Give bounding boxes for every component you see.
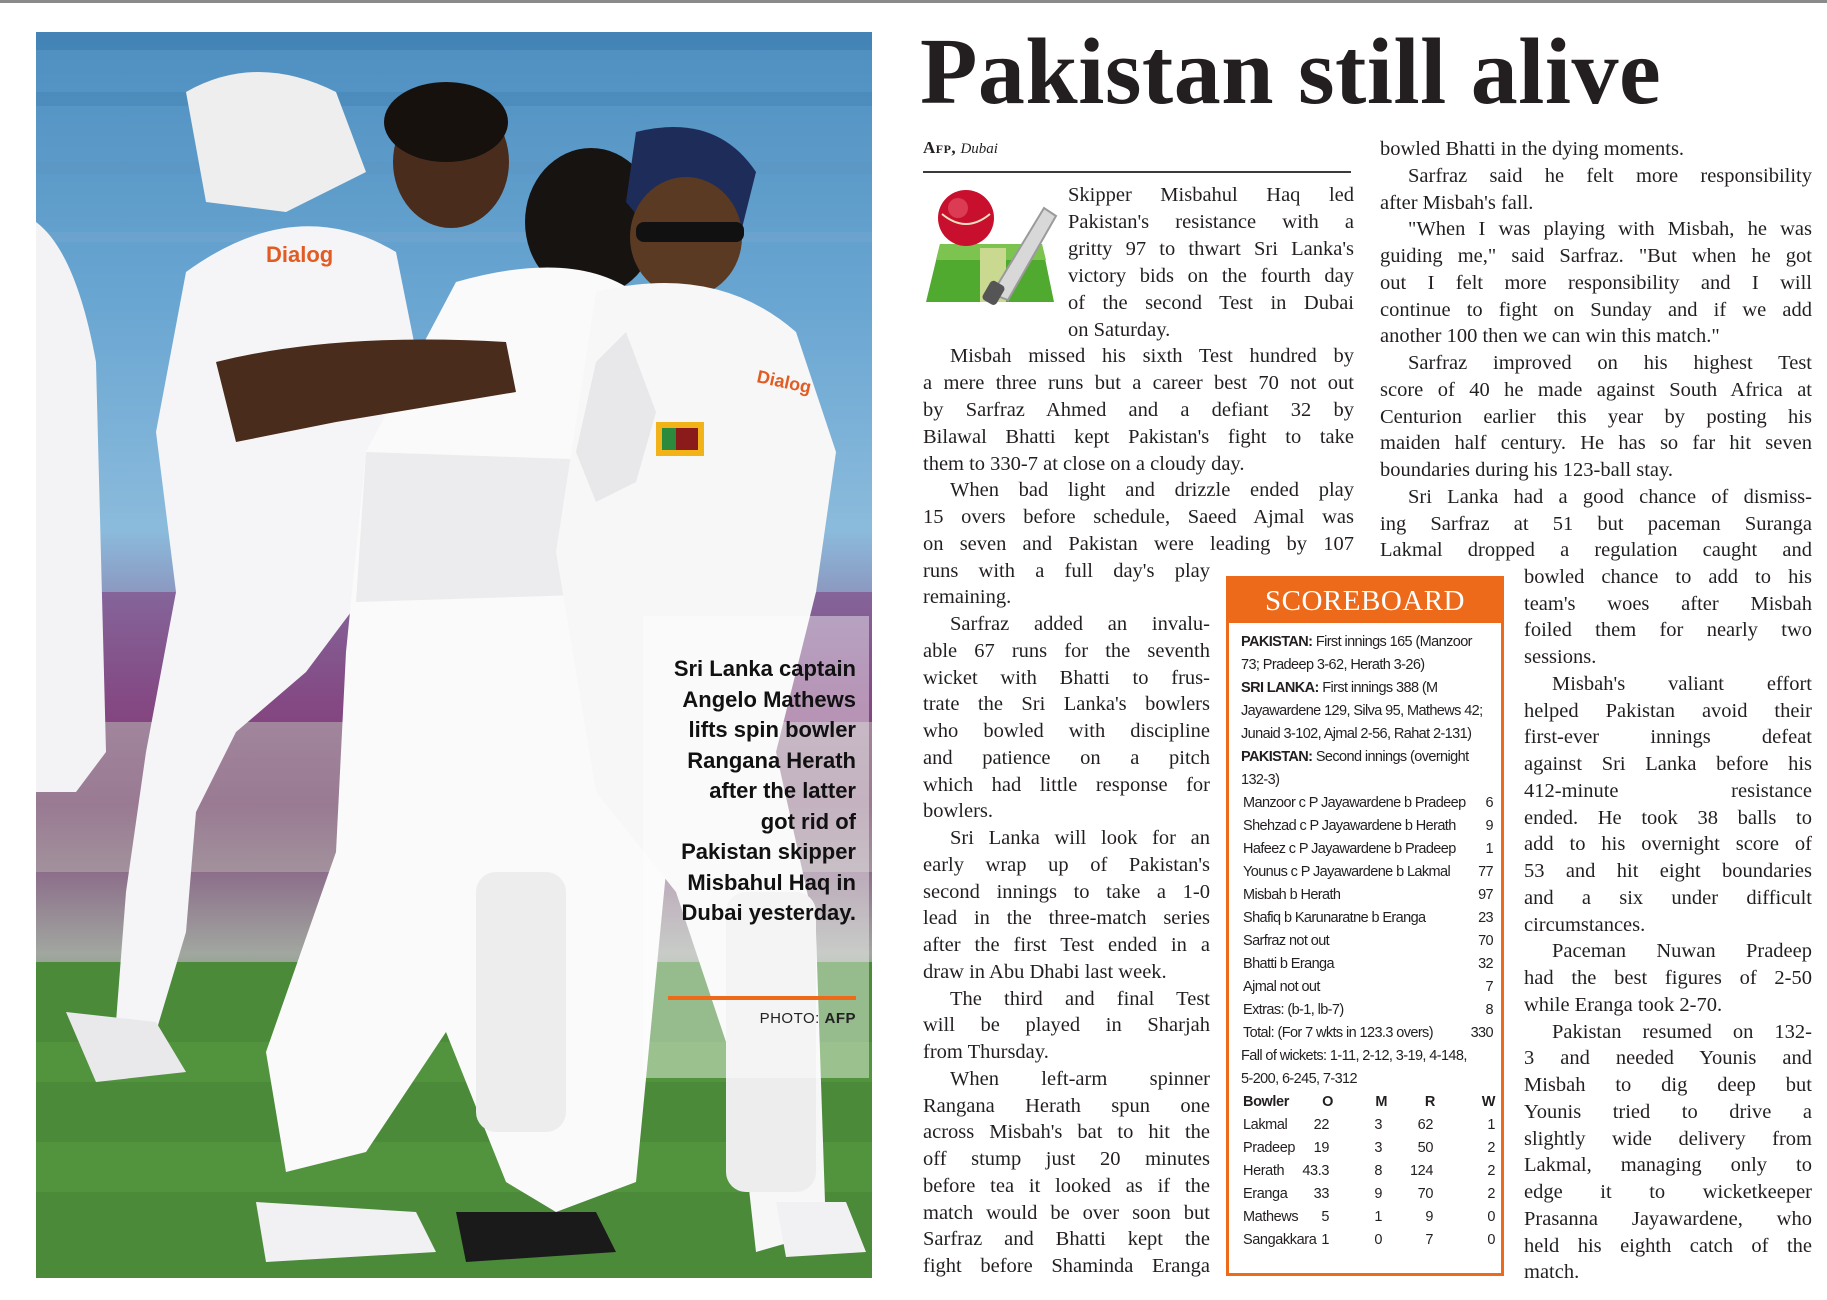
body-line: Prasanna Jayawardene, who xyxy=(1524,1208,1812,1230)
bowler: Eranga xyxy=(1243,1186,1288,1202)
innings-text: 73; Pradeep 3-62, Herath 3-26) xyxy=(1241,657,1425,673)
caption-line: Dubai yesterday. xyxy=(681,900,856,925)
team-label: PAKISTAN: xyxy=(1241,749,1313,765)
byline-agency: Afp, xyxy=(923,138,957,157)
batting-row xyxy=(1243,815,1493,838)
batting-row xyxy=(1243,884,1493,907)
maidens: 3 xyxy=(1374,1140,1382,1156)
col-header: O xyxy=(1322,1094,1333,1110)
runs: 7 xyxy=(1485,979,1493,995)
wickets: 0 xyxy=(1487,1232,1495,1248)
scoreboard-box xyxy=(1226,576,1504,1276)
runs: 32 xyxy=(1478,956,1493,972)
caption-line: Misbahul Haq in xyxy=(687,869,856,895)
total-runs: 330 xyxy=(1470,1025,1493,1041)
wickets: 2 xyxy=(1487,1163,1495,1179)
runs: 23 xyxy=(1478,910,1493,926)
innings-text: 132-3) xyxy=(1241,772,1280,788)
extras-runs: 8 xyxy=(1485,1002,1493,1018)
body-line: early wrap up of Pakistan's xyxy=(923,854,1210,876)
col-header: W xyxy=(1481,1094,1495,1110)
batsman: Shehzad c P Jayawardene b Herath xyxy=(1243,818,1456,834)
body-line: Bilawal Bhatti kept Pakistan's fight to take xyxy=(923,426,1354,448)
bowling-row xyxy=(1243,1160,1495,1183)
innings-text: First innings 165 (Manzoor xyxy=(1315,634,1472,650)
bowling-row xyxy=(1243,1229,1495,1252)
cricket-ball-bat-icon xyxy=(922,184,1064,308)
overs: 5 xyxy=(1321,1209,1329,1225)
body-line: Younis tried to drive a xyxy=(1524,1101,1812,1123)
bowling-row xyxy=(1243,1206,1495,1229)
body-line: edge it to wicketkeeper xyxy=(1524,1181,1812,1203)
col-header: R xyxy=(1424,1094,1435,1110)
batting-row xyxy=(1243,976,1493,999)
body-line: boundaries during his 123-ball stay. xyxy=(1380,459,1674,481)
extras-label: Extras: (b-1, lb-7) xyxy=(1243,1002,1344,1018)
maidens: 8 xyxy=(1374,1163,1382,1179)
body-line: gritty 97 to thwart Sri Lanka's xyxy=(1068,238,1354,260)
body-line: victory bids on the fourth day xyxy=(1068,265,1354,287)
body-line: second innings to take a 1-0 xyxy=(923,881,1210,903)
caption-line: got rid of xyxy=(760,808,856,834)
body-line: Sri Lanka will look for an xyxy=(950,827,1210,849)
body-line: score of 40 he made against South Africa at xyxy=(1380,379,1812,401)
body-line: off stump just 20 minutes xyxy=(923,1148,1210,1170)
maidens: 0 xyxy=(1374,1232,1382,1248)
body-line: trate the Sri Lanka's bowlers xyxy=(923,693,1210,715)
body-line: before tea it looked as if the xyxy=(923,1175,1210,1197)
batting-row xyxy=(1243,792,1493,815)
total-row xyxy=(1243,1022,1493,1045)
runs: 70 xyxy=(1478,933,1493,949)
caption-line: lifts spin bowler xyxy=(688,717,856,742)
overs: 43.3 xyxy=(1302,1163,1329,1179)
team-label: SRI LANKA: xyxy=(1241,680,1319,696)
batting-row xyxy=(1243,930,1493,953)
body-line: and patience on a pitch xyxy=(923,747,1210,769)
bowler: Mathews xyxy=(1243,1209,1299,1225)
batsman: Hafeez c P Jayawardene b Pradeep xyxy=(1243,841,1456,857)
body-line: match would be over soon but xyxy=(923,1202,1210,1224)
body-line: runs with a full day's play xyxy=(923,560,1210,582)
batsman: Shafiq b Karunaratne b Eranga xyxy=(1243,910,1426,926)
body-line: The third and final Test xyxy=(950,988,1210,1010)
body-line: continue to fight on Sunday and if we add xyxy=(1380,299,1812,321)
body-line: circumstances. xyxy=(1524,914,1646,936)
bowling-row xyxy=(1243,1114,1495,1137)
body-line: maiden half century. He has so far hit seven xyxy=(1380,432,1812,454)
byline-rule xyxy=(923,171,1351,173)
news-photo xyxy=(36,32,872,1278)
body-line: Pakistan resumed on 132- xyxy=(1552,1021,1812,1043)
runs: 77 xyxy=(1478,864,1493,880)
runs-conceded: 50 xyxy=(1417,1140,1433,1156)
bowler: Herath xyxy=(1243,1163,1285,1179)
headline: Pakistan still alive xyxy=(920,20,1662,124)
body-line: out I felt more responsibility and I will xyxy=(1380,272,1812,294)
body-line: Sarfraz said he felt more responsibility xyxy=(1408,165,1812,187)
body-line: When left-arm spinner xyxy=(950,1068,1210,1090)
body-line: on Saturday. xyxy=(1068,319,1171,341)
batsman: Misbah b Herath xyxy=(1243,887,1341,903)
svg-text:Dialog: Dialog xyxy=(755,366,814,398)
overs: 19 xyxy=(1313,1140,1329,1156)
body-line: Misbah's valiant effort xyxy=(1552,673,1812,695)
bowler: Sangakkara xyxy=(1243,1232,1317,1248)
batting-row xyxy=(1243,861,1493,884)
body-line: on seven and Pakistan were leading by 107 xyxy=(923,533,1354,555)
runs-conceded: 70 xyxy=(1417,1186,1433,1202)
body-line: them to 330-7 at close on a cloudy day. xyxy=(923,453,1245,475)
overs: 1 xyxy=(1321,1232,1329,1248)
bowling-header-row xyxy=(1243,1091,1495,1114)
innings-text: Second innings (overnight xyxy=(1315,749,1469,765)
body-line: after Misbah's fall. xyxy=(1380,192,1534,214)
wickets: 1 xyxy=(1487,1117,1495,1133)
body-line: against Sri Lanka before his xyxy=(1524,753,1812,775)
fall-of-wickets: Fall of wickets: 1-11, 2-12, 3-19, 4-148, xyxy=(1241,1048,1467,1064)
body-line: Pakistan's resistance with a xyxy=(1068,211,1354,233)
scoreboard-pak-second-innings xyxy=(1241,746,1469,769)
body-line: foiled them for nearly two xyxy=(1524,619,1812,641)
batting-row xyxy=(1243,838,1493,861)
dialog-logo: Dialog xyxy=(266,242,334,267)
byline xyxy=(923,138,998,158)
body-line: will be played in Sharjah xyxy=(923,1014,1210,1036)
batting-row xyxy=(1243,953,1493,976)
body-line: 53 and hit eight boundaries xyxy=(1524,860,1812,882)
body-line: Skipper Misbahul Haq led xyxy=(1068,184,1354,206)
runs: 97 xyxy=(1478,887,1493,903)
body-line: which had little response for xyxy=(923,774,1210,796)
body-line: by Sarfraz Ahmed and a defiant 32 by xyxy=(923,399,1354,421)
body-line: 15 overs before schedule, Saeed Ajmal was xyxy=(923,506,1354,528)
photo-credit xyxy=(656,1010,856,1027)
runs-conceded: 9 xyxy=(1425,1209,1433,1225)
body-line: Centurion earlier this year by posting his xyxy=(1380,406,1812,428)
scoreboard-pak-first-innings xyxy=(1241,631,1472,654)
col-header: Bowler xyxy=(1243,1094,1289,1110)
body-line: ing Sarfraz at 51 but paceman Suranga xyxy=(1380,513,1812,535)
bowler: Lakmal xyxy=(1243,1117,1288,1133)
body-line: Sarfraz improved on his highest Test xyxy=(1408,352,1812,374)
caption-line: Sri Lanka captain xyxy=(673,656,856,681)
body-line: lead in the three-match series xyxy=(923,907,1210,929)
caption-line: Pakistan skipper xyxy=(681,839,856,864)
body-line: Sarfraz added an invalu- xyxy=(950,613,1210,635)
team-label: PAKISTAN: xyxy=(1241,634,1313,650)
runs: 6 xyxy=(1485,795,1493,811)
body-line: "When I was playing with Misbah, he was xyxy=(1408,218,1812,240)
wickets: 0 xyxy=(1487,1209,1495,1225)
body-line: after the first Test ended in a xyxy=(923,934,1210,956)
runs-conceded: 62 xyxy=(1417,1117,1433,1133)
bowler: Pradeep xyxy=(1243,1140,1296,1156)
col-header: M xyxy=(1375,1094,1387,1110)
body-line: Sri Lanka had a good chance of dismiss- xyxy=(1408,486,1812,508)
maidens: 3 xyxy=(1374,1117,1382,1133)
body-line: had the best figures of 2-50 xyxy=(1524,967,1812,989)
body-line: remaining. xyxy=(923,586,1012,608)
body-line: match. xyxy=(1524,1261,1580,1283)
body-line: wicket with Bhatti to frus- xyxy=(923,667,1210,689)
innings-text: First innings 388 (M xyxy=(1322,680,1438,696)
batsman: Ajmal not out xyxy=(1243,979,1320,995)
body-line: team's woes after Misbah xyxy=(1524,593,1812,615)
bowling-row xyxy=(1243,1137,1495,1160)
body-line: 412-minute resistance xyxy=(1524,780,1812,802)
body-line: held his eighth catch of the xyxy=(1524,1235,1812,1257)
innings-text: Jayawardene 129, Silva 95, Mathews 42; xyxy=(1241,703,1483,719)
top-rule xyxy=(0,0,1827,3)
scoreboard-title: SCOREBOARD xyxy=(1229,579,1501,623)
runs-conceded: 7 xyxy=(1425,1232,1433,1248)
wickets: 2 xyxy=(1487,1140,1495,1156)
batsman: Younus c P Jayawardene b Lakmal xyxy=(1243,864,1451,880)
body-line: Rangana Herath spun one xyxy=(923,1095,1210,1117)
body-line: able 67 runs for the seventh xyxy=(923,640,1210,662)
body-line: and a six under difficult xyxy=(1524,887,1812,909)
maidens: 9 xyxy=(1374,1186,1382,1202)
runs: 1 xyxy=(1485,841,1493,857)
body-line: Lakmal, managing only to xyxy=(1524,1154,1812,1176)
caption-line: Angelo Mathews xyxy=(682,686,856,712)
photo-credit-source: AFP xyxy=(824,1010,856,1027)
body-line: Misbah to dig deep but xyxy=(1524,1074,1812,1096)
body-line: guiding me," said Sarfraz. "But when he got xyxy=(1380,245,1812,267)
bowling-row xyxy=(1243,1183,1495,1206)
scoreboard-sl-first-innings xyxy=(1241,677,1438,700)
batting-row xyxy=(1243,907,1493,930)
maidens: 1 xyxy=(1374,1209,1382,1225)
batsman: Bhatti b Eranga xyxy=(1243,956,1334,972)
fall-of-wickets: 5-200, 6-245, 7-312 xyxy=(1241,1071,1357,1087)
runs-conceded: 124 xyxy=(1410,1163,1433,1179)
body-line: ended. He took 38 balls to xyxy=(1524,807,1812,829)
body-line: a mere three runs but a career best 70 not out xyxy=(923,372,1354,394)
extras-row xyxy=(1243,999,1493,1022)
body-line: 3 and needed Younis and xyxy=(1524,1047,1812,1069)
caption-line: after the latter xyxy=(709,778,856,803)
batsman: Sarfraz not out xyxy=(1243,933,1330,949)
batsman: Manzoor c P Jayawardene b Pradeep xyxy=(1243,795,1466,811)
body-line: who bowled with discipline xyxy=(923,720,1210,742)
body-line: add to his overnight score of xyxy=(1524,833,1812,855)
runs: 9 xyxy=(1485,818,1493,834)
body-line: bowled chance to add to his xyxy=(1524,566,1812,588)
wickets: 2 xyxy=(1487,1186,1495,1202)
photo-caption xyxy=(648,654,856,929)
body-line: Paceman Nuwan Pradeep xyxy=(1552,940,1812,962)
innings-text: Junaid 3-102, Ajmal 2-56, Rahat 2-131) xyxy=(1241,726,1472,742)
body-line: of the second Test in Dubai xyxy=(1068,292,1354,314)
body-line: Sarfraz and Bhatti kept the xyxy=(923,1228,1210,1250)
body-line: slightly wide delivery from xyxy=(1524,1128,1812,1150)
body-line: sessions. xyxy=(1524,646,1597,668)
body-line: Misbah missed his sixth Test hundred by xyxy=(950,345,1354,367)
body-line: helped Pakistan avoid their xyxy=(1524,700,1812,722)
body-line: while Eranga took 2-70. xyxy=(1524,994,1723,1016)
overs: 33 xyxy=(1313,1186,1329,1202)
body-line: from Thursday. xyxy=(923,1041,1049,1063)
body-line: bowled Bhatti in the dying moments. xyxy=(1380,138,1685,160)
body-line: across Misbah's bat to hit the xyxy=(923,1121,1210,1143)
body-line: first-ever innings defeat xyxy=(1524,726,1812,748)
photo-credit-label: PHOTO: xyxy=(759,1010,820,1027)
body-line: When bad light and drizzle ended play xyxy=(950,479,1354,501)
overs: 22 xyxy=(1313,1117,1329,1133)
body-line: draw in Abu Dhabi last week. xyxy=(923,961,1167,983)
byline-place: Dubai xyxy=(960,141,998,157)
body-line: fight before Shaminda Eranga xyxy=(923,1255,1210,1277)
total-label: Total: (For 7 wkts in 123.3 overs) xyxy=(1243,1025,1433,1041)
body-line: Lakmal dropped a regulation caught and xyxy=(1380,539,1812,561)
caption-line: Rangana Herath xyxy=(687,747,856,773)
body-line: another 100 then we can win this match." xyxy=(1380,325,1720,347)
caption-accent-rule xyxy=(668,996,856,1000)
body-line: bowlers. xyxy=(923,800,994,822)
